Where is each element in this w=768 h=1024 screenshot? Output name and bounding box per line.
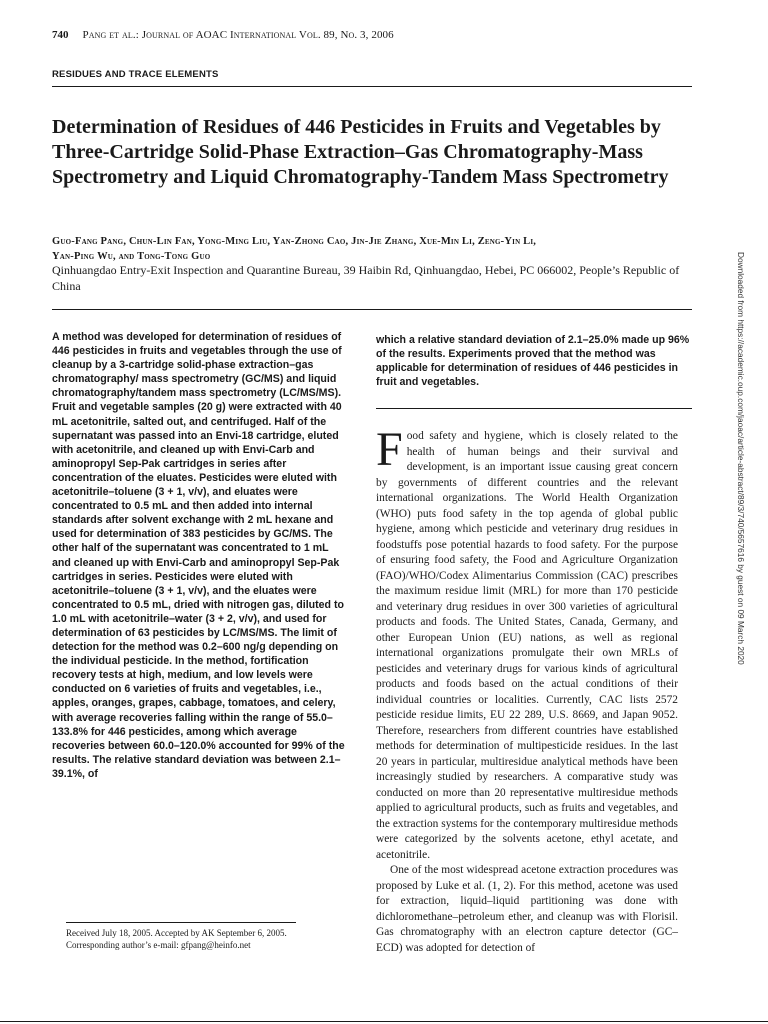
body-paragraph-1	[376, 423, 678, 863]
header-divider	[52, 86, 692, 87]
author-list	[52, 234, 692, 264]
corresponding-author-note: Corresponding author’s e-mail: gfpang@heinfo.net	[66, 939, 251, 950]
abstract-part-1: A method was developed for determination of residues of 446 pesticides in fruits and vegetables through the use of cleanup by a 3-cartridge solid-phase extraction–gas chromatography/ mass spectrometry (GC/MS) and liquid chromatography/tandem mass spectrometry (LC/MS/MS). Fruit and vegetable samples (20 g) were extracted with 40 mL acetonitrile, salted out, and centrifuged. Half of the supernatant was passed into an Envi-18 cartridge, eluted with acetonitrile, and cleaned up with Envi-Carb and aminopropyl Sep-Pak cartridges in series after concentration of the eluates. Pesticides were eluted with acetonitrile–toluene (3 + 1, v/v), and eluates were concentrated to 0.5 mL and then added into internal standards after solvent exchange with 2 mL hexane and used for determination of 383 pesticides by GC/MS. The other half of the supernatant was concentrated to 1 mL and cleaned up with Envi-Carb and aminopropyl Sep-Pak cartridges in series. Pesticides were eluted with acetonitrile–toluene (3 + 1, v/v), and the eluates were concentrated to 0.5 mL, dried with nitrogen gas, diluted to 1.0 mL with acetonitrile–water (3 + 2, v/v), and used for determination of 63 pesticides by LC/MS/MS. The limit of detection for the method was 0.2–600 ng/g depending on the individual pesticide. In the method, fortification recovery tests at high, medium, and low levels were conducted on 6 varieties of fruits and vegetables, i.e., apples, oranges, grapes, cabbage, tomatoes, and celery, with average recoveries falling within the range of 55.0–133.8% for 446 pesticides, among which average recoveries between 60.0–120.0% accounted for 99% of the results. The relative standard deviation was between 2.1–39.1%, of	[52, 331, 345, 780]
author-line-1: Guo-Fang Pang, Chun-Lin Fan, Yong-Ming Liu, Yan-Zhong Cao, Jin-Jie Zhang, Xue-Min Li, Zeng-Yin Li,	[52, 236, 537, 247]
received-note: Received July 18, 2005. Accepted by AK September 6, 2005.	[66, 928, 287, 938]
page-bottom-edge	[0, 1021, 768, 1022]
abstract-divider	[52, 309, 692, 310]
download-watermark	[735, 252, 749, 772]
footnote-divider	[66, 922, 296, 923]
running-header-text: Pang et al.: Journal of AOAC International Vol. 89, No. 3, 2006	[82, 29, 394, 41]
download-watermark-text: Downloaded from https://academic.oup.com/jaoac/article-abstract/89/3/740/5657616 by guest on 09 March 2020	[736, 252, 746, 665]
affiliation: Qinhuangdao Entry-Exit Inspection and Quarantine Bureau, 39 Haibin Rd, Qinhuangdao, Hebei, PC 066002, People’s Republic of China	[52, 263, 680, 293]
abstract-part-2: which a relative standard deviation of 2.1–25.0% made up 96% of the results. Experiments proved that the method was applicable for determination of residues of 446 pesticides in fruit and vegetables.	[376, 334, 690, 389]
footnote	[66, 928, 356, 951]
body-paragraph-2: One of the most widespread acetone extraction procedures was proposed by Luke et al. (1, 2). For this method, acetone was used for extraction, liquid–liquid partitioning was done with dichloromethane–petroleum ether, and cleanup was with Florisil. Gas chromatography with an electron capture detector (GC–ECD) was adopted for detection of	[376, 864, 678, 954]
drop-cap: F	[376, 423, 403, 476]
article-title: Determination of Residues of 446 Pesticides in Fruits and Vegetables by Three-Cartridge Solid-Phase Extraction–Gas Chromatography-Mass Spectrometry and Liquid Chromatography-Tandem Mass Spectrometry	[52, 116, 669, 188]
running-header	[52, 29, 692, 41]
section-label: RESIDUES AND TRACE ELEMENTS	[52, 69, 219, 80]
author-line-2: Yan-Ping Wu, and Tong-Tong Guo	[52, 251, 211, 262]
body-divider	[376, 408, 692, 409]
article-body	[376, 423, 678, 956]
page-number: 740	[52, 29, 69, 41]
paragraph-1-text: ood safety and hygiene, which is closely related to the health of human beings and their survival and development, is an important issue causing great concern by governments of different countries and the relevant international organizations. The World Health Organization (WHO) puts food safety in the top agenda of global public hygiene, among which pesticide and veterinary drug residues in foodstuffs pose potential hazards to food safety. For the purpose of ensuring food safety, the Food and Agriculture Organization (FAO)/WHO/Codex Alimentarius Commission (CAC) prescribes the maximum residue limit (MRL) for more than 170 pesticide and veterinary drug residues in over 300 varieties of agricultural products and foods. The United States, Canada, Germany, and other European Union (EU) nations, as well as regional international organizations promulgate their own MRLs of pesticides and veterinary drugs for various kinds of agricultural products and foods based on the actual conditions of their individual countries or localities. Currently, CAC lists 2572 pesticide residue limits, EU 22 289, U.S. 8669, and Japan 9052. Therefore, researchers from different countries have established methods for determination of multipesticide residues. In the last 20 years in particular, multiresidue analytical methods have been increasingly studied by researchers. A comparative study was conducted on more than 20 representative multiresidue methods applied to agricultural products, such as fruits and vegetables, and the extraction systems for the contemporary multiresidue methods were categorized by the solvents acetone, ethyl acetate, and acetonitrile.	[376, 430, 678, 861]
